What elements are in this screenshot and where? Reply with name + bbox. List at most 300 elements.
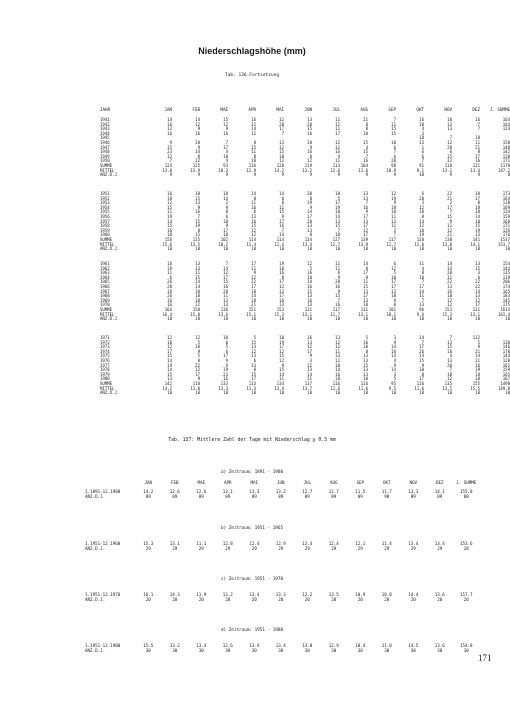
table-cell: 14 — [475, 288, 480, 294]
table-cell: 1958 — [100, 223, 110, 229]
table-cell: 9 — [393, 172, 396, 178]
section-heading: b) Zeitraum: 1951 - 1965 — [220, 526, 284, 531]
table-cell: 12 — [391, 265, 396, 271]
table-cell: 15 — [447, 153, 452, 159]
table-cell: 15.1 — [246, 311, 256, 317]
table-cell: 1537 — [500, 236, 510, 242]
table-cell: 15 — [475, 265, 480, 271]
table-cell: 13 — [363, 357, 368, 363]
column-header: MAI — [276, 107, 284, 112]
table-cell: 3 — [309, 357, 312, 363]
table-cell: 16 — [335, 149, 340, 155]
table-cell: 10 — [475, 316, 480, 322]
table-cell: 22 — [447, 158, 452, 164]
table-cell: 16 — [167, 130, 172, 136]
table-cell: 171 — [502, 223, 510, 229]
column-header: DEZ — [472, 107, 480, 112]
table-cell: 15 — [223, 117, 228, 122]
table-cell: 9 — [197, 204, 200, 210]
table-cell: 89 — [437, 494, 443, 499]
table-cell: 17 — [251, 283, 256, 289]
table-cell: 14.4 — [408, 592, 419, 597]
table-cell: 19 — [167, 265, 172, 271]
table-cell: 10 — [335, 191, 340, 196]
table-cell: 3 — [477, 270, 480, 276]
table-cell: 29 — [437, 546, 443, 551]
table-cell: 12.7 — [302, 489, 313, 494]
table-cell: 11 — [279, 376, 284, 382]
table-cell: 10 — [419, 135, 424, 141]
table-cell: 12.4 — [328, 541, 339, 546]
table-cell: 17 — [223, 144, 228, 150]
table-cell: 12 — [167, 344, 172, 350]
table-cell: 30 — [463, 648, 469, 653]
table-cell: 14 — [195, 117, 200, 122]
table-cell: 13 — [251, 213, 256, 219]
table-cell: 9 — [197, 348, 200, 354]
table-cell: 1980 — [100, 376, 110, 382]
table-cell: 17 — [363, 232, 368, 238]
table-cell: 22 — [475, 283, 480, 289]
table-cell: 113 — [248, 380, 256, 386]
table-cell: 1954 — [100, 204, 110, 210]
table-cell: 134 — [276, 380, 284, 386]
table-cell: 12 — [251, 274, 256, 280]
table-cell: 119 — [502, 274, 510, 280]
table-cell: 7 — [337, 297, 340, 303]
table-cell: 126 — [502, 227, 510, 233]
column-header: JAHR — [100, 107, 111, 112]
table-cell: 10 — [391, 390, 396, 396]
table-cell: 3 — [421, 200, 424, 206]
table-cell: 120 — [416, 236, 424, 242]
table-cell: 13 — [251, 353, 256, 359]
table-cell: 13 — [447, 121, 452, 127]
table-cell: 15 — [251, 144, 256, 150]
summary-row — [100, 391, 510, 396]
table-cell: 13 — [363, 297, 368, 303]
table-cell: 20 — [331, 597, 337, 602]
table-cell: 18 — [475, 371, 480, 377]
table-cell: 19 — [223, 367, 228, 373]
table-cell: 11.6 — [358, 385, 368, 391]
table-cell: 164 — [502, 117, 510, 122]
table-cell: 13.1 — [222, 489, 233, 494]
table-cell: 8 — [197, 227, 200, 233]
table-cell: 133 — [220, 380, 228, 386]
column-header: MAI — [250, 480, 259, 485]
table-cell: 9 — [477, 344, 480, 350]
table-cell: 7 — [225, 139, 228, 145]
table-cell: 16 — [167, 302, 172, 308]
table-cell: 13 — [307, 223, 312, 229]
table-cell: 20 — [304, 597, 310, 602]
table-cell: 14 — [167, 117, 172, 122]
table-cell: 5 — [225, 344, 228, 350]
table-cell: 13 — [447, 283, 452, 289]
table-cell: 1979 — [100, 371, 110, 377]
table-cell: 13.9 — [358, 241, 368, 247]
precipitation-block-1951 — [100, 192, 510, 252]
table-cell: 14.2 — [162, 385, 172, 391]
table-cell: 13.3 — [275, 592, 286, 597]
table-cell: 89 — [251, 494, 257, 499]
table-cell: 114 — [248, 236, 256, 242]
table-cell: 17 — [419, 344, 424, 350]
table-cell: 22 — [475, 279, 480, 285]
table-cell: 10 — [223, 153, 228, 159]
table-cell: 12.6 — [330, 167, 340, 173]
table-cell: 14 — [279, 191, 284, 196]
table-cell: 10 — [279, 246, 284, 252]
table-cell: 11.4 — [246, 241, 256, 247]
table-cell: 6 — [225, 339, 228, 345]
table-cell: 13.3 — [218, 385, 228, 391]
table-cell: 22 — [447, 191, 452, 196]
column-header: JUL — [303, 480, 312, 485]
table-cell: 4 — [421, 265, 424, 271]
table-cell: 10 — [251, 246, 256, 252]
table-cell: 17 — [363, 223, 368, 229]
table-cell: 6 — [421, 191, 424, 196]
table-cell: 13.4 — [274, 385, 284, 391]
table-cell: 11.0 — [190, 385, 200, 391]
table-cell: 16 — [167, 297, 172, 303]
table-cell: 10.3 — [218, 167, 228, 173]
table-cell: 14 — [475, 213, 480, 219]
table-cell: 165 — [502, 371, 510, 377]
table-cell: 11.4 — [274, 241, 284, 247]
table-cell: 1964 — [100, 274, 110, 280]
table-cell: 10 — [363, 316, 368, 322]
table-cell: 20 — [437, 597, 443, 602]
table-cell: 10 — [335, 246, 340, 252]
table-cell: 15 — [447, 213, 452, 219]
row-label: ANZ.D.J. — [85, 546, 106, 551]
column-header: MAE — [197, 480, 206, 485]
table-cell: 16 — [307, 149, 312, 155]
column-header: APR — [223, 480, 232, 485]
table-cell: 9.5 — [388, 385, 396, 391]
table-cell: 9 — [281, 362, 284, 368]
table-cell: 16 — [335, 302, 340, 308]
table-cell: 19 — [167, 362, 172, 368]
table-cell: 13 — [447, 339, 452, 345]
table-cell: 1942 — [100, 121, 110, 127]
table-cell: 9 — [337, 288, 340, 294]
table-cell: 13 — [195, 200, 200, 206]
table-cell: 18 — [475, 376, 480, 382]
table-cell: 13.2 — [222, 592, 233, 597]
table-cell: 7 — [421, 158, 424, 164]
table-cell: 12.8 — [222, 541, 233, 546]
table-cell: 11.9 — [196, 592, 207, 597]
table-cell: 13.8 — [162, 167, 172, 173]
table-cell: 10 — [363, 390, 368, 396]
table-cell: 176 — [502, 232, 510, 238]
table-cell: 20 — [447, 362, 452, 368]
table-cell: 16 — [335, 283, 340, 289]
table-cell: 30 — [251, 648, 257, 653]
table-cell: 12.6 — [169, 489, 180, 494]
table-cell: 20 — [357, 597, 363, 602]
table-cell: 12 — [307, 158, 312, 164]
table-cell: 6 — [393, 153, 396, 159]
table-cell: 13 — [195, 261, 200, 266]
table-cell: 153.7 — [497, 241, 510, 247]
table-cell: 14 — [419, 288, 424, 294]
table-cell: 116 — [332, 380, 340, 386]
table-cell: 16 — [307, 335, 312, 340]
table-cell: 16 — [251, 117, 256, 122]
table-cell: 21 — [307, 376, 312, 382]
table-cell: 18 — [279, 153, 284, 159]
table-cell: 18 — [475, 204, 480, 210]
table-cell: 131 — [472, 306, 480, 312]
table-cell: 11 — [335, 261, 340, 266]
table-cell: 131 — [360, 306, 368, 312]
column-header-row — [100, 107, 510, 112]
table-cell: 16 — [279, 223, 284, 229]
table-cell: 1975 — [100, 353, 110, 359]
table-cell: 1951 — [100, 191, 110, 196]
table-cell: 183 — [502, 293, 510, 299]
table-cell: 153 — [444, 306, 452, 312]
table-cell: 1948 — [100, 149, 110, 155]
table-cell: 13 — [363, 195, 368, 201]
table-cell: 10 — [447, 246, 452, 252]
table-cell: 9 — [281, 172, 284, 178]
table-cell: 9 — [365, 209, 368, 215]
table-cell: 17 — [251, 376, 256, 382]
table-cell: 21 — [363, 117, 368, 122]
table-cell: 12.6 — [196, 489, 207, 494]
table-cell: 7 — [281, 227, 284, 233]
table-cell: 12 — [167, 153, 172, 159]
table-cell: 5 — [393, 270, 396, 276]
table-cell: 29 — [172, 546, 178, 551]
table-cell: 10 — [167, 316, 172, 322]
table-cell: 8 — [393, 302, 396, 308]
table-cell: 178 — [502, 348, 510, 354]
table-cell: 16 — [251, 204, 256, 210]
table-cell: 13.4 — [196, 643, 207, 648]
table-cell: 130 — [502, 339, 510, 345]
table-cell: 11.6 — [414, 385, 424, 391]
table-cell: 20 — [447, 270, 452, 276]
table-cell: 9 — [253, 172, 256, 178]
table-cell: 21 — [475, 357, 480, 363]
table-cell: 10 — [307, 274, 312, 280]
table-cell: 18 — [279, 265, 284, 271]
table-cell: 1974 — [100, 348, 110, 354]
table-cell: 17 — [307, 348, 312, 354]
table-cell: 91 — [419, 162, 424, 168]
table-cell: 117 — [388, 236, 396, 242]
table-cell: 15 — [167, 204, 172, 210]
table-cell: 7 — [421, 339, 424, 345]
table-cell: 15 — [195, 195, 200, 201]
table-cell: 10 — [505, 316, 510, 322]
table-cell: 22 — [251, 279, 256, 285]
table-cell: 104 — [360, 162, 368, 168]
table-cell: 12 — [419, 223, 424, 229]
table-cell: 10 — [447, 293, 452, 299]
table-cell: 9 — [393, 362, 396, 368]
table-cell: 17 — [363, 213, 368, 219]
table-cell: 20 — [307, 139, 312, 145]
table-cell: 9 — [309, 204, 312, 210]
table-cell: 142 — [502, 149, 510, 155]
table-cell: 4 — [421, 126, 424, 132]
table-cell: 14 — [195, 279, 200, 285]
row-label: ANZ.D.J. — [85, 494, 106, 499]
table-cell: 12 — [195, 121, 200, 127]
table-cell: 8 — [507, 172, 510, 178]
table-cell: 98 — [391, 162, 396, 168]
table-cell: 20 — [278, 597, 284, 602]
row-label: 1.1951-12.1970 — [85, 592, 121, 597]
table-cell: 14 — [307, 209, 312, 215]
table-cell: 20 — [251, 158, 256, 164]
table-cell: 7 — [449, 335, 452, 340]
table-cell: 89 — [172, 494, 178, 499]
table-cell: 116 — [360, 380, 368, 386]
table-cell: 165 — [502, 288, 510, 294]
column-header: FEB — [192, 107, 200, 112]
table-cell: 134 — [502, 209, 510, 215]
table-cell: 7 — [197, 213, 200, 219]
table-cell: 10.8 — [381, 592, 392, 597]
table-cell: 147.2 — [497, 167, 510, 173]
table-cell: 10 — [419, 316, 424, 322]
table-cell: 20 — [410, 597, 416, 602]
table-cell: 12 — [279, 117, 284, 122]
table-cell: 12 — [307, 261, 312, 266]
table-cell: 9 — [225, 204, 228, 210]
table-cell: 10 — [475, 191, 480, 196]
table-cell: 12 — [447, 302, 452, 308]
table-cell: 11.3 — [246, 385, 256, 391]
table-cell: 6 — [281, 195, 284, 201]
table-cell: 20 — [145, 597, 151, 602]
table-cell: 14 — [447, 261, 452, 266]
table-cell: 12.4 — [302, 541, 313, 546]
table-cell: 156 — [164, 236, 172, 242]
table-cell: 11 — [335, 265, 340, 271]
table-cell: 10 — [505, 246, 510, 252]
table-cell: 13.0 — [302, 643, 313, 648]
table-cell: 16 — [335, 371, 340, 377]
table-cell: 10 — [223, 390, 228, 396]
table-cell: 7 — [449, 367, 452, 373]
table-cell: 9 — [225, 172, 228, 178]
table-cell: 9 — [309, 353, 312, 359]
table-cell: 19 — [475, 227, 480, 233]
table-cell: 119 — [304, 162, 312, 168]
table-137-title: Tab. 137: Mittlere Zahl der Tage mit Niederschlag ≧ 0.3 mm — [168, 438, 336, 443]
table-cell: 13.4 — [302, 241, 312, 247]
table-cell: 89 — [357, 494, 363, 499]
table-cell: 13 — [363, 371, 368, 377]
table-cell: 14.1 — [470, 241, 480, 247]
table-cell: 13.3 — [249, 489, 260, 494]
page-title: Niederschlagshöhe (mm) — [198, 46, 306, 56]
table-cell: 10 — [363, 246, 368, 252]
table-cell: 1968 — [100, 293, 110, 299]
table-cell: 1178 — [500, 162, 510, 168]
table-cell: 89 — [198, 494, 204, 499]
table-cell: 15 — [279, 149, 284, 155]
table-cell: SUMME — [100, 306, 113, 312]
table-cell: 15 — [195, 218, 200, 224]
table-cell: 9 — [477, 172, 480, 178]
table-cell: 150 — [502, 139, 510, 145]
table-cell: 10 — [223, 218, 228, 224]
table-cell: 5 — [253, 335, 256, 340]
table-cell: 1945 — [100, 135, 110, 141]
table-cell: 16 — [223, 283, 228, 289]
table-cell: 8 — [421, 213, 424, 219]
table-cell: 29 — [384, 546, 390, 551]
table-cell: 7 — [449, 209, 452, 215]
table-cell: 11 — [279, 204, 284, 210]
table-cell: 118 — [444, 162, 452, 168]
table-cell: 15.5 — [143, 643, 154, 648]
table-cell: 1967 — [100, 288, 110, 294]
table-cell: 14 — [419, 335, 424, 340]
table-cell: 13 — [279, 139, 284, 145]
table-cell: 17 — [279, 126, 284, 132]
table-cell: 18 — [391, 204, 396, 210]
table-cell: 8 — [365, 348, 368, 354]
table-cell: 89 — [145, 494, 151, 499]
table-cell: 121 — [472, 162, 480, 168]
table-cell: 7 — [225, 261, 228, 266]
table-cell: 12 — [251, 121, 256, 127]
table-cell: 15 — [223, 279, 228, 285]
column-header: JAN — [144, 480, 153, 485]
table-cell: 10 — [307, 246, 312, 252]
table-cell: ANZ.D.J. — [100, 172, 120, 178]
table-cell: 11.7 — [381, 489, 392, 494]
table-cell: 15 — [419, 357, 424, 363]
table-cell: 145 — [502, 297, 510, 303]
table-cell: 17 — [279, 218, 284, 224]
column-header: JAN — [164, 107, 172, 112]
table-row — [85, 597, 480, 603]
table-cell: 30 — [198, 648, 204, 653]
table-cell: 13.2 — [169, 643, 180, 648]
table-cell: 20 — [475, 209, 480, 215]
table-cell: 16 — [251, 218, 256, 224]
table-cell: 9 — [225, 357, 228, 363]
row-label: ANZ.D.J. — [85, 648, 106, 653]
table-cell: 29 — [225, 546, 231, 551]
table-cell: 10 — [223, 316, 228, 322]
table-cell: 9 — [169, 139, 172, 145]
table-cell: 89 — [225, 494, 231, 499]
column-header: JUN — [276, 480, 285, 485]
table-cell: 16 — [167, 191, 172, 196]
table-cell: 10 — [505, 390, 510, 396]
table-cell: 14 — [335, 213, 340, 219]
table-cell: 29 — [410, 546, 416, 551]
table-cell: 10 — [167, 390, 172, 396]
table-cell: 12 — [251, 227, 256, 233]
table-cell: 13 — [419, 139, 424, 145]
table-cell: 164 — [502, 195, 510, 201]
